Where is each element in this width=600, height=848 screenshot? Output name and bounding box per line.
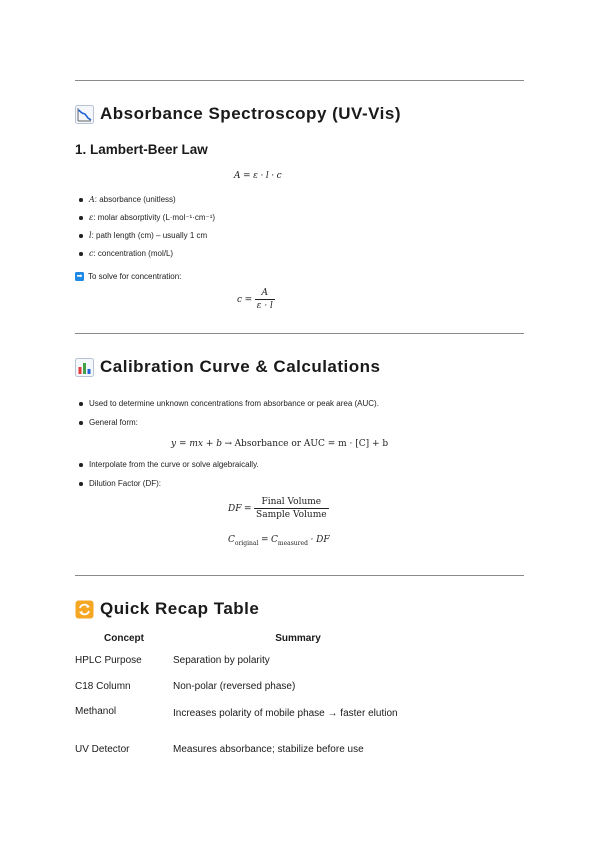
section-heading-recap <box>75 599 259 619</box>
table-row <box>75 741 423 766</box>
bar-chart-icon <box>75 358 94 377</box>
section-heading-calibration <box>75 357 381 377</box>
table-cell: Measures absorbance; stabilize before use <box>173 744 364 755</box>
table-cell: UV Detector <box>75 744 130 755</box>
chart-decreasing-icon <box>75 105 94 124</box>
dilution-factor-formula: DF = $\frac{\text{Final Volume}}{\text{Sample Volume}}$ <box>228 497 327 520</box>
table-row <box>75 676 423 701</box>
solve-note: ➡ To solve for concentration: <box>76 272 182 281</box>
table-cell: Separation by polarity <box>173 655 270 666</box>
table-cell: Methanol <box>75 706 117 717</box>
section-heading-absorbance <box>75 104 401 124</box>
section-title: Quick Recap Table <box>100 599 260 618</box>
table-cell: C18 Column <box>75 681 131 692</box>
section-title: Absorbance Spectroscopy (UV-Vis) <box>100 104 401 123</box>
divider <box>75 575 524 576</box>
table-row <box>75 701 423 741</box>
table-cell: Non-polar (reversed phase) <box>173 681 296 692</box>
original-concentration-formula: $C_{original} = C_{measured}$ · DF <box>228 535 330 547</box>
divider <box>75 80 524 81</box>
concentration-formula: c = $\frac{A}{\varepsilon \cdot l}$ <box>237 288 273 311</box>
table-cell: Increases polarity of mobile phase → faster elution <box>173 708 398 719</box>
list-item: General form: <box>75 418 138 427</box>
lambert-beer-formula: A = ε · l · c <box>234 171 282 181</box>
section-title: Calibration Curve & Calculations <box>100 357 381 376</box>
column-header-summary: Summary <box>275 632 321 644</box>
table-header-row <box>75 626 423 650</box>
list-item: Dilution Factor (DF): <box>75 479 161 488</box>
list-item: Interpolate from the curve or solve algebraically. <box>75 460 259 469</box>
table-row <box>75 650 423 676</box>
list-item: ε: molar absorptivity (L·mol⁻¹·cm⁻¹) <box>75 213 215 222</box>
divider <box>75 333 524 334</box>
subsection-heading: 1. Lambert-Beer Law <box>75 142 208 157</box>
list-item: A: absorbance (unitless) <box>75 195 176 204</box>
list-item: c: concentration (mol/L) <box>75 249 173 258</box>
general-form-formula: y = mx + b → Absorbance or AUC = m · [C] + b <box>171 439 389 449</box>
list-item: l: path length (cm) – usually 1 cm <box>75 231 207 240</box>
table-cell: HPLC Purpose <box>75 655 142 666</box>
arrow-right-icon: ➡ <box>76 273 83 280</box>
recap-table <box>75 626 423 766</box>
column-header-concept: Concept <box>104 632 144 644</box>
list-item: Used to determine unknown concentrations from absorbance or peak area (AUC). <box>75 399 379 408</box>
repeat-icon <box>75 600 94 619</box>
